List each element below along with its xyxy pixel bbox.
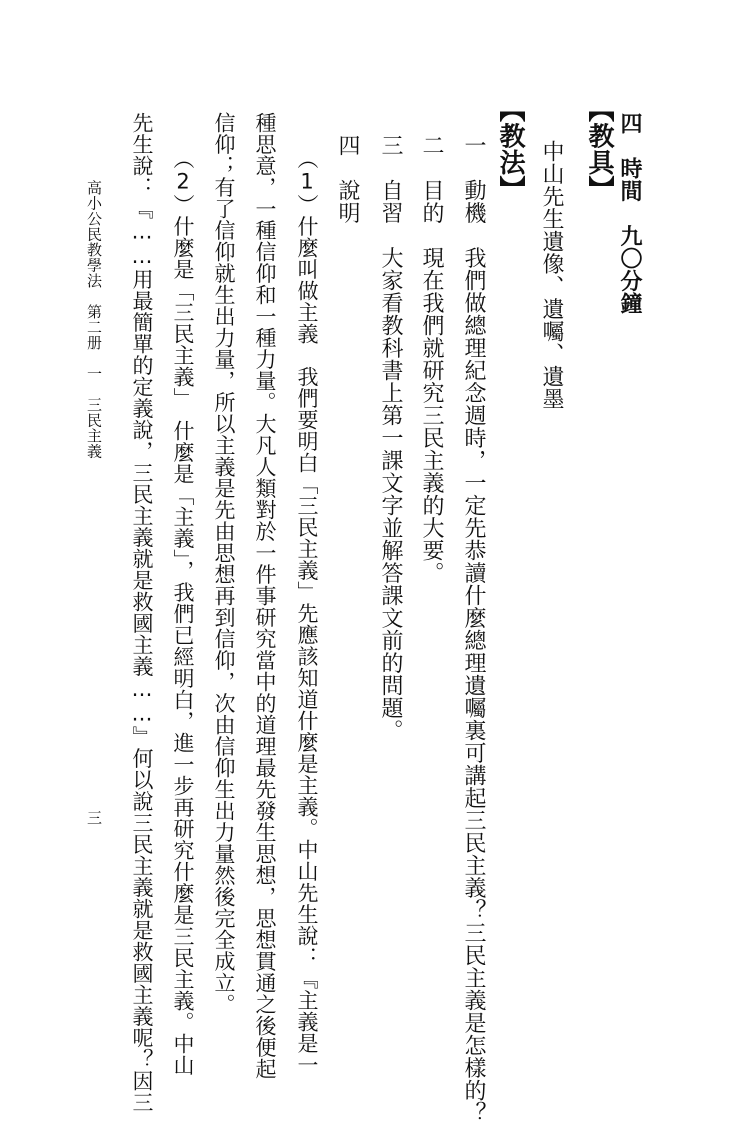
step-explanation: 四 說明 bbox=[335, 134, 360, 224]
teaching-tools-list: 中山先生遺像、遺囑、遺墨 bbox=[539, 140, 564, 410]
paragraph-1-line-3: 信仰；有了信仰就生出力量，所以主義是先由思想再到信仰，次由信仰生出力量然後完全成立。 bbox=[212, 112, 236, 1015]
paragraph-1-line-1: （1）什麼叫做主義 我們要明白「三民主義」先應該知道什麼是主義。中山先生說：『主義是一 bbox=[295, 148, 319, 1076]
teaching-tools-heading: 【教具】 bbox=[584, 96, 614, 202]
paragraph-2-line-1: （2）什麼是「三民主義」 什麼是「主義」，我們已經明白，進一步再研究什麼是三民主義。中山 bbox=[171, 148, 195, 1076]
step-purpose: 二 目的 現在我們就研究三民主義的大要。 bbox=[419, 134, 444, 584]
step-motivation: 一 動機 我們做總理紀念週時，一定先恭讀什麼總理遺囑裏可講起三民主義？三民主義是怎樣的？ bbox=[461, 134, 486, 1124]
running-footer: 高小公民教學法 第二册 一 三民主義 bbox=[85, 180, 103, 459]
paragraph-1-line-2: 種思意，一種信仰和一種力量。大凡人類對於一件事研究當中的道理最先發生思想，思想貫通之後便起 bbox=[253, 112, 277, 1080]
page-number: 三 bbox=[85, 810, 103, 826]
teaching-method-heading: 【教法】 bbox=[495, 96, 525, 202]
time-line: 四 時間 九〇分鐘 bbox=[617, 112, 642, 315]
step-self-study: 三 自習 大家看教科書上第一課文字並解答課文前的問題。 bbox=[378, 134, 403, 742]
paragraph-2-line-2: 先生說：『……用最簡單的定義說，三民主義就是救國主義……』何以說三民主義就是救國主義呢？因三 bbox=[130, 112, 154, 1113]
